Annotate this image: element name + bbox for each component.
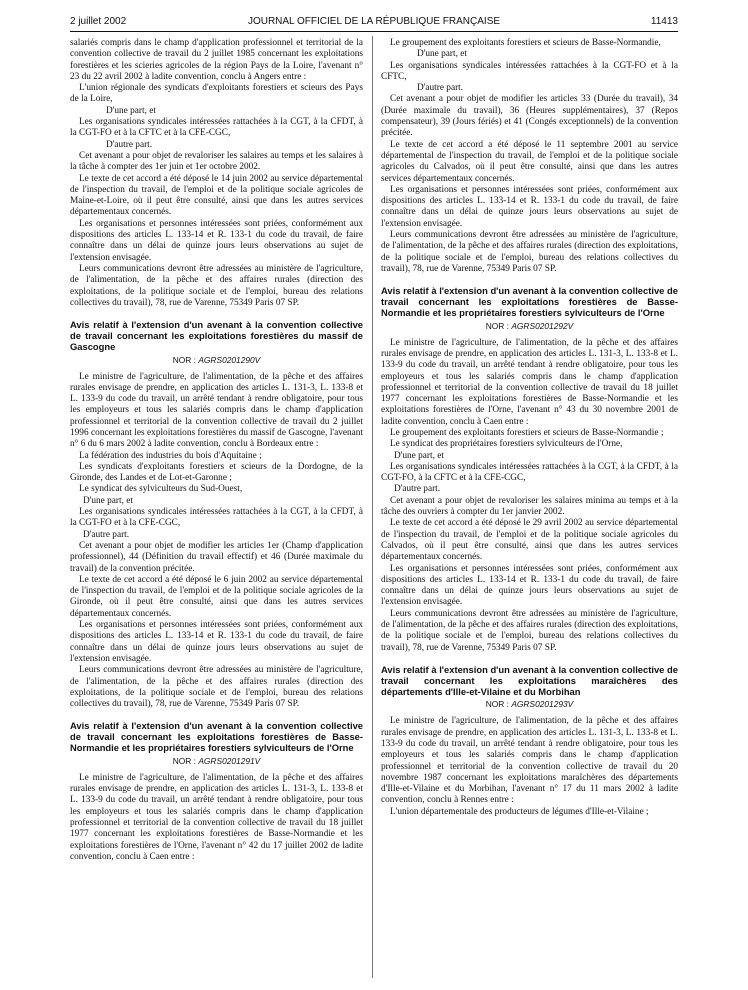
paragraph: Leurs communications devront être adressées au ministère de l'agriculture, de l'alimentation, de la pêche et des affaires rurales (direction des exploitations, de la politique sociale et de l'emploi, bureau des relations collectives du travail), 78, rue de Varenne, 75349 Paris 07 SP. bbox=[381, 608, 678, 653]
right-column bbox=[381, 38, 678, 984]
paragraph: Cet avenant a pour objet de modifier les articles 1er (Champ d'application professionnel), 44 (Définition du travail effectif) et 46 (Durée maximale du travail) de la convention précitée. bbox=[70, 540, 363, 574]
paragraph: D'une part, et bbox=[394, 450, 444, 461]
notice-title: Avis relatif à l'extension d'un avenant à la convention collective de travail concernant les exploitations forestières de Basse-Normandie et les propriétaires forestiers sylviculteurs de l'Orne bbox=[70, 720, 363, 754]
paragraph: D'autre part. bbox=[394, 484, 441, 495]
paragraph: D'autre part. bbox=[106, 139, 153, 150]
paragraph: D'autre part. bbox=[417, 83, 464, 94]
notice-title: Avis relatif à l'extension d'un avenant à la convention collective de travail concernant les exploitations forestières de Basse-Normandie et les propriétaires forestiers sylviculteurs de l'Orne bbox=[381, 285, 678, 318]
paragraph: Le texte de cet accord a été déposé le 14 juin 2002 au service départemental de l'inspection du travail, de l'emploi et de la politique sociale agricoles de Maine-et-Loire, où il peut être consulté, ainsi que dans les autres services départementaux concernés. bbox=[70, 173, 363, 218]
paragraph: Cet avenant a pour objet de revaloriser les salaires au temps et les salaires à la tâche à compter des 1er juin et 1er octobre 2002. bbox=[70, 150, 363, 173]
nor-reference: NOR : AGRS0201291V bbox=[172, 755, 261, 766]
paragraph: Les organisations et personnes intéressées sont priées, conformément aux dispositions des articles L. 133-14 et R. 133-1 du code du travail, de faire connaître dans un délai de quinze jours leurs observations au sujet de l'extension envisagée. bbox=[70, 218, 363, 263]
paragraph: Les organisations et personnes intéressées sont priées, conformément aux dispositions des articles L. 133-14 et R. 133-1 du code du travail, de faire connaître dans un délai de quinze jours leurs observations au sujet de l'extension envisagée. bbox=[381, 184, 678, 229]
paragraph: D'une part, et bbox=[83, 495, 133, 506]
header-date: 2 juillet 2002 bbox=[70, 16, 127, 27]
paragraph: La fédération des industries du bois d'Aquitaine ; bbox=[79, 450, 262, 461]
header-page-number: 11413 bbox=[650, 16, 678, 27]
nor-reference: NOR : AGRS0201293V bbox=[485, 699, 574, 710]
paragraph: Le syndicat des propriétaires forestiers sylviculteurs de l'Orne, bbox=[390, 439, 623, 450]
paragraph: Les syndicats d'exploitants forestiers et scieurs de la Dordogne, de la Gironde, des Landes et de Lot-et-Garonne ; bbox=[70, 461, 363, 484]
paragraph: L'union départementale des producteurs de légumes d'Ille-et-Vilaine ; bbox=[390, 806, 649, 817]
paragraph: Les organisations syndicales intéressées rattachées à la CGT-FO et à la CFTC, bbox=[381, 60, 678, 82]
paragraph: Le syndicat des sylviculteurs du Sud-Ouest, bbox=[79, 484, 243, 495]
page-header bbox=[70, 16, 678, 30]
paragraph: Le texte de cet accord a été déposé le 11 septembre 2001 au service départemental de l'inspection du travail, de l'emploi et de la politique sociale agricoles du Calvados, où il peut être consulté, ainsi que dans les autres services départementaux concernés. bbox=[381, 139, 678, 184]
nor-reference: NOR : AGRS0201292V bbox=[485, 320, 574, 331]
left-column bbox=[70, 38, 363, 984]
paragraph: D'une part, et bbox=[106, 105, 156, 116]
paragraph: Les organisations syndicales intéressées rattachées à la CGT, à la CFDT, à la CGT-FO et à la CFE-CGC, bbox=[70, 507, 363, 529]
paragraph: Les organisations syndicales intéressées rattachées à la CGT, à la CFDT, à la CGT-FO, à la CFTC et à la CFE-CGC, bbox=[381, 461, 678, 484]
nor-reference: NOR : AGRS0201290V bbox=[172, 354, 261, 365]
paragraph: Le ministre de l'agriculture, de l'alimentation, de la pêche et des affaires rurales envisage de prendre, en application des articles L. 131-3, L. 133-8 et L. 133-9 du code du travail, un arrêté tendant à rendre obligatoire, pour tous les employeurs et tous les salariés compris dans le champ d'application professionnel et territorial de la convention collective de travail du 18 juillet 1977 concernant les exploitations forestières de Basse-Normandie et les exploitations forestières de l'Orne, l'avenant n° 42 du 17 juillet 2002 de ladite convention, conclu à Caen entre : bbox=[70, 772, 363, 862]
column-divider bbox=[372, 36, 373, 978]
paragraph: D'autre part. bbox=[83, 529, 130, 540]
paragraph: Leurs communications devront être adressées au ministère de l'agriculture, de l'alimentation, de la pêche et des affaires rurales (direction des exploitations, de la politique sociale et de l'emploi, bureau des relations collectives du travail), 78, rue de Varenne, 75349 Paris 07 SP. bbox=[381, 230, 678, 274]
paragraph: Les organisations syndicales intéressées rattachées à la CGT, à la CFDT, à la CGT-FO et à la CFTC et à la CFE-CGC, bbox=[70, 117, 363, 139]
paragraph: L'union régionale des syndicats d'exploitants forestiers et scieurs des Pays de la Loire, bbox=[70, 83, 363, 105]
paragraph: salariés compris dans le champ d'application professionnel et territorial de la convention collective de travail du 2 juillet 1985 concernant les exploitations forestières et les scieries agricoles de la région Pays de la Loire, l'avenant n° 23 du 22 avril 2002 à ladite convention, conclu à Angers entre : bbox=[70, 38, 363, 82]
paragraph: Cet avenant a pour objet de revaloriser les salaires minima au temps et à la tâche des ouvriers à compter du 1er janvier 2002. bbox=[381, 495, 678, 518]
paragraph: D'une part, et bbox=[417, 49, 467, 60]
header-rule bbox=[70, 31, 678, 32]
notice-title: Avis relatif à l'extension d'un avenant à la convention collective de travail concernant les exploitations maraîchères des départements d'Ille-et-Vilaine et du Morbihan bbox=[381, 663, 678, 697]
paragraph: Le texte de cet accord a été déposé le 29 avril 2002 au service départemental de l'inspection du travail, de l'emploi et de la politique sociale agricoles du Calvados, où il peut être consulté, ainsi que dans les autres services départementaux concernés. bbox=[381, 518, 678, 563]
paragraph: Le ministre de l'agriculture, de l'alimentation, de la pêche et des affaires rurales envisage de prendre, en application des articles L. 131-3, L. 133-8 et L. 133-9 du code du travail, un arrêté tendant à rendre obligatoire, pour tous les employeurs et tous les salariés compris dans le champ d'application professionnel et territorial de la convention collective de travail du 18 juillet 1977 concernant les exploitations forestières de Basse-Normandie et les exploitations forestières de l'Orne, l'avenant n° 43 du 30 novembre 2001 de ladite convention, conclu à Caen entre : bbox=[381, 337, 678, 427]
paragraph: Le groupement des exploitants forestiers et scieurs de Basse-Normandie, bbox=[390, 38, 661, 48]
notice-title: Avis relatif à l'extension d'un avenant à la convention collective de travail concernant les exploitations forestières du massif de Gascogne bbox=[70, 319, 363, 352]
paragraph: Les organisations et personnes intéressées sont priées, conformément aux dispositions des articles L. 133-14 et R. 133-1 du code du travail, de faire connaître dans un délai de quinze jours leurs observations au sujet de l'extension envisagée. bbox=[381, 563, 678, 608]
paragraph: Leurs communications devront être adressées au ministère de l'agriculture, de l'alimentation, de la pêche et des affaires rurales (direction des exploitations, de la politique sociale et de l'emploi, bureau des relations collectives du travail), 78, rue de Varenne, 75349 Paris 07 SP. bbox=[70, 263, 363, 308]
paragraph: Cet avenant a pour objet de modifier les articles 33 (Durée du travail), 34 (Durée maximale du travail), 36 (Heures supplémentaires), 37 (Repos compensateur), 39 (Jours fériés) et 41 (Congés exceptionnels) de la convention précitée. bbox=[381, 94, 678, 139]
paragraph: Le ministre de l'agriculture, de l'alimentation, de la pêche et des affaires rurales envisage de prendre, en application des articles L. 131-3, L. 133-8 et L. 133-9 du code du travail, un arrêté tendant à rendre obligatoire, pour tous les employeurs et tous les salariés compris dans le champ d'application professionnel et territorial de la convention collective de travail du 20 novembre 1987 concernant les exploitations maraîchères des départements d'Ille-et-Vilaine et du Morbihan, l'avenant n° 17 du 11 mars 2002 à ladite convention, conclu à Rennes entre : bbox=[381, 716, 678, 806]
paragraph: Le texte de cet accord a été déposé le 6 juin 2002 au service départemental de l'inspection du travail, de l'emploi et de la politique sociale agricoles de la Gironde, où il peut être consulté, ainsi que dans les autres services départementaux concernés. bbox=[70, 574, 363, 619]
paragraph: Le groupement des exploitants forestiers et scieurs de Basse-Normandie ; bbox=[390, 428, 664, 438]
paragraph: Les organisations et personnes intéressées sont priées, conformément aux dispositions des articles L. 133-14 et R. 133-1 du code du travail, de faire connaître dans un délai de quinze jours leurs observations au sujet de l'extension envisagée. bbox=[70, 620, 363, 664]
header-title: JOURNAL OFFICIEL DE LA RÉPUBLIQUE FRANÇAISE bbox=[247, 16, 501, 27]
paragraph: Leurs communications devront être adressées au ministère de l'agriculture, de l'alimentation, de la pêche et des affaires rurales (direction des exploitations, de la politique sociale et de l'emploi, bureau des relations collectives du travail), 78, rue de Varenne, 75349 Paris 07 SP. bbox=[70, 665, 363, 710]
paragraph: Le ministre de l'agriculture, de l'alimentation, de la pêche et des affaires rurales envisage de prendre, en application des articles L. 131-3, L. 133-8 et L. 133-9 du code du travail, un arrêté tendant à rendre obligatoire, pour tous les employeurs et tous les salariés compris dans le champ d'application professionnel et territorial de la convention collective de travail du 2 juillet 1996 concernant les exploitations forestières du massif de Gascogne, l'avenant n° 6 du 6 mars 2002 à ladite convention, conclu à Bordeaux entre : bbox=[70, 371, 363, 450]
